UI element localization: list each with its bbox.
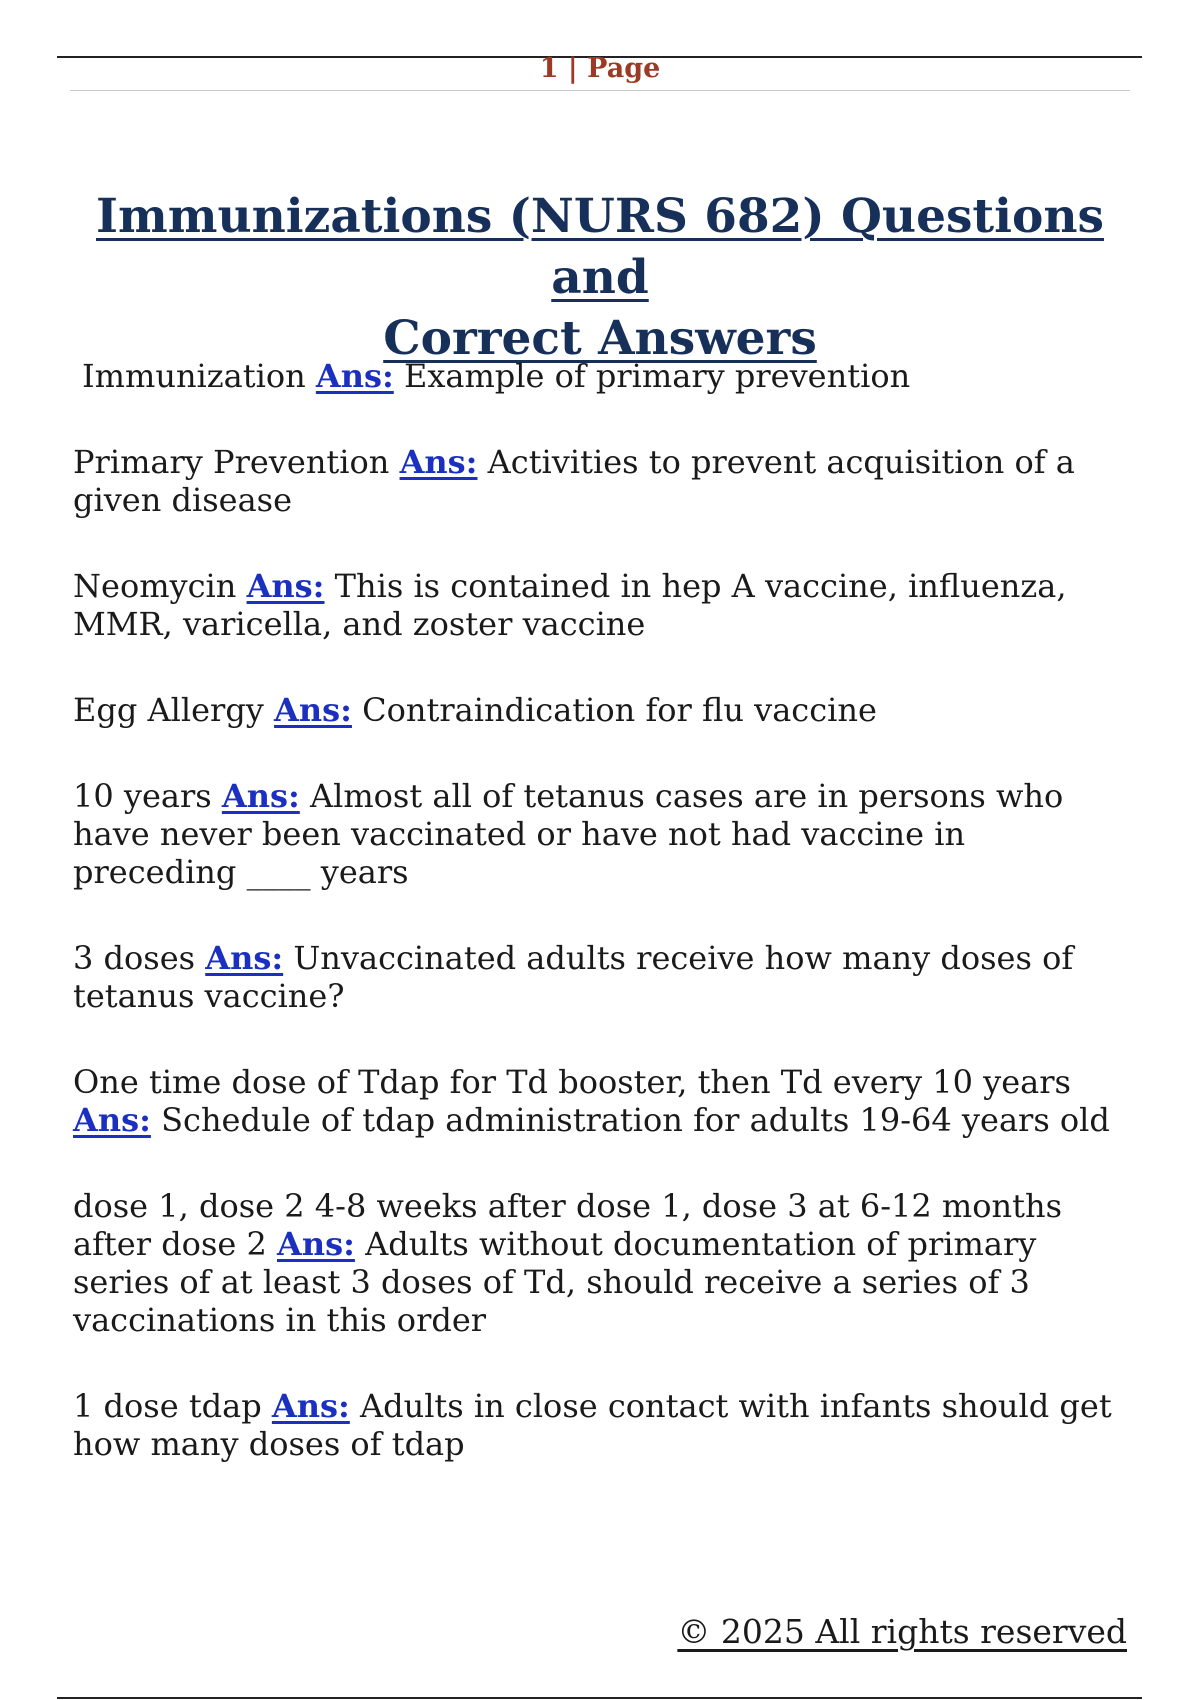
ans-link[interactable]: Ans: [274,691,352,729]
ans-link[interactable]: Ans: [399,443,478,481]
qa-answer: Almost all of tetanus cases are in persons who have never been vaccinated or have not had vaccine in preceding ____ years [73,777,1064,891]
qa-term: 10 years [73,777,212,815]
ans-link[interactable]: Ans: [277,1225,355,1263]
qa-item [73,357,1133,395]
qa-term: Immunization [82,357,306,395]
qa-term: 1 dose tdap [73,1387,262,1425]
qa-term: Egg Allergy [73,691,264,729]
qa-term: Neomycin [73,567,237,605]
qa-item [73,939,1133,1015]
qa-item [73,1187,1133,1339]
qa-answer: Unvaccinated adults receive how many doses of tetanus vaccine? [73,939,1074,1015]
copyright-footer: © 2025 All rights reserved [677,1612,1127,1651]
title-line-1: Immunizations (NURS 682) Questions and [96,189,1104,305]
qa-term: One time dose of Tdap for Td booster, then Td every 10 years [73,1063,1071,1101]
ans-link[interactable]: Ans: [73,1101,151,1139]
ans-link[interactable]: Ans: [315,357,394,395]
ans-link[interactable]: Ans: [221,777,300,815]
header-rule [70,90,1130,91]
qa-term: Primary Prevention [73,443,390,481]
bottom-rule [57,1697,1142,1699]
qa-item [73,567,1133,643]
qa-answer: Adults in close contact with infants should get how many doses of tdap [73,1387,1112,1463]
document-title [80,186,1120,369]
qa-item [73,691,1133,729]
qa-answer: Contraindication for flu vaccine [362,691,877,729]
qa-answer: Activities to prevent acquisition of a given disease [73,443,1075,519]
ans-link[interactable]: Ans: [271,1387,350,1425]
ans-link[interactable]: Ans: [246,567,325,605]
title-line-2: Correct Answers [383,311,817,366]
ans-link[interactable]: Ans: [205,939,284,977]
qa-list [73,357,1133,1511]
qa-answer: Example of primary prevention [403,357,911,395]
qa-answer: Schedule of tdap administration for adults 19-64 years old [161,1101,1110,1139]
qa-item [73,1063,1133,1139]
qa-answer: This is contained in hep A vaccine, influenza, MMR, varicella, and zoster vaccine [73,567,1067,643]
qa-term: dose 1, dose 2 4-8 weeks after dose 1, dose 3 at 6-12 months after dose 2 [73,1187,1063,1263]
qa-answer: Adults without documentation of primary series of at least 3 doses of Td, should receive a series of 3 vaccinations in this order [73,1225,1037,1339]
qa-item [73,777,1133,891]
qa-item [73,1387,1133,1463]
page-number-header: 1 | Page [539,53,661,84]
qa-term: 3 doses [73,939,196,977]
qa-item [73,443,1133,519]
